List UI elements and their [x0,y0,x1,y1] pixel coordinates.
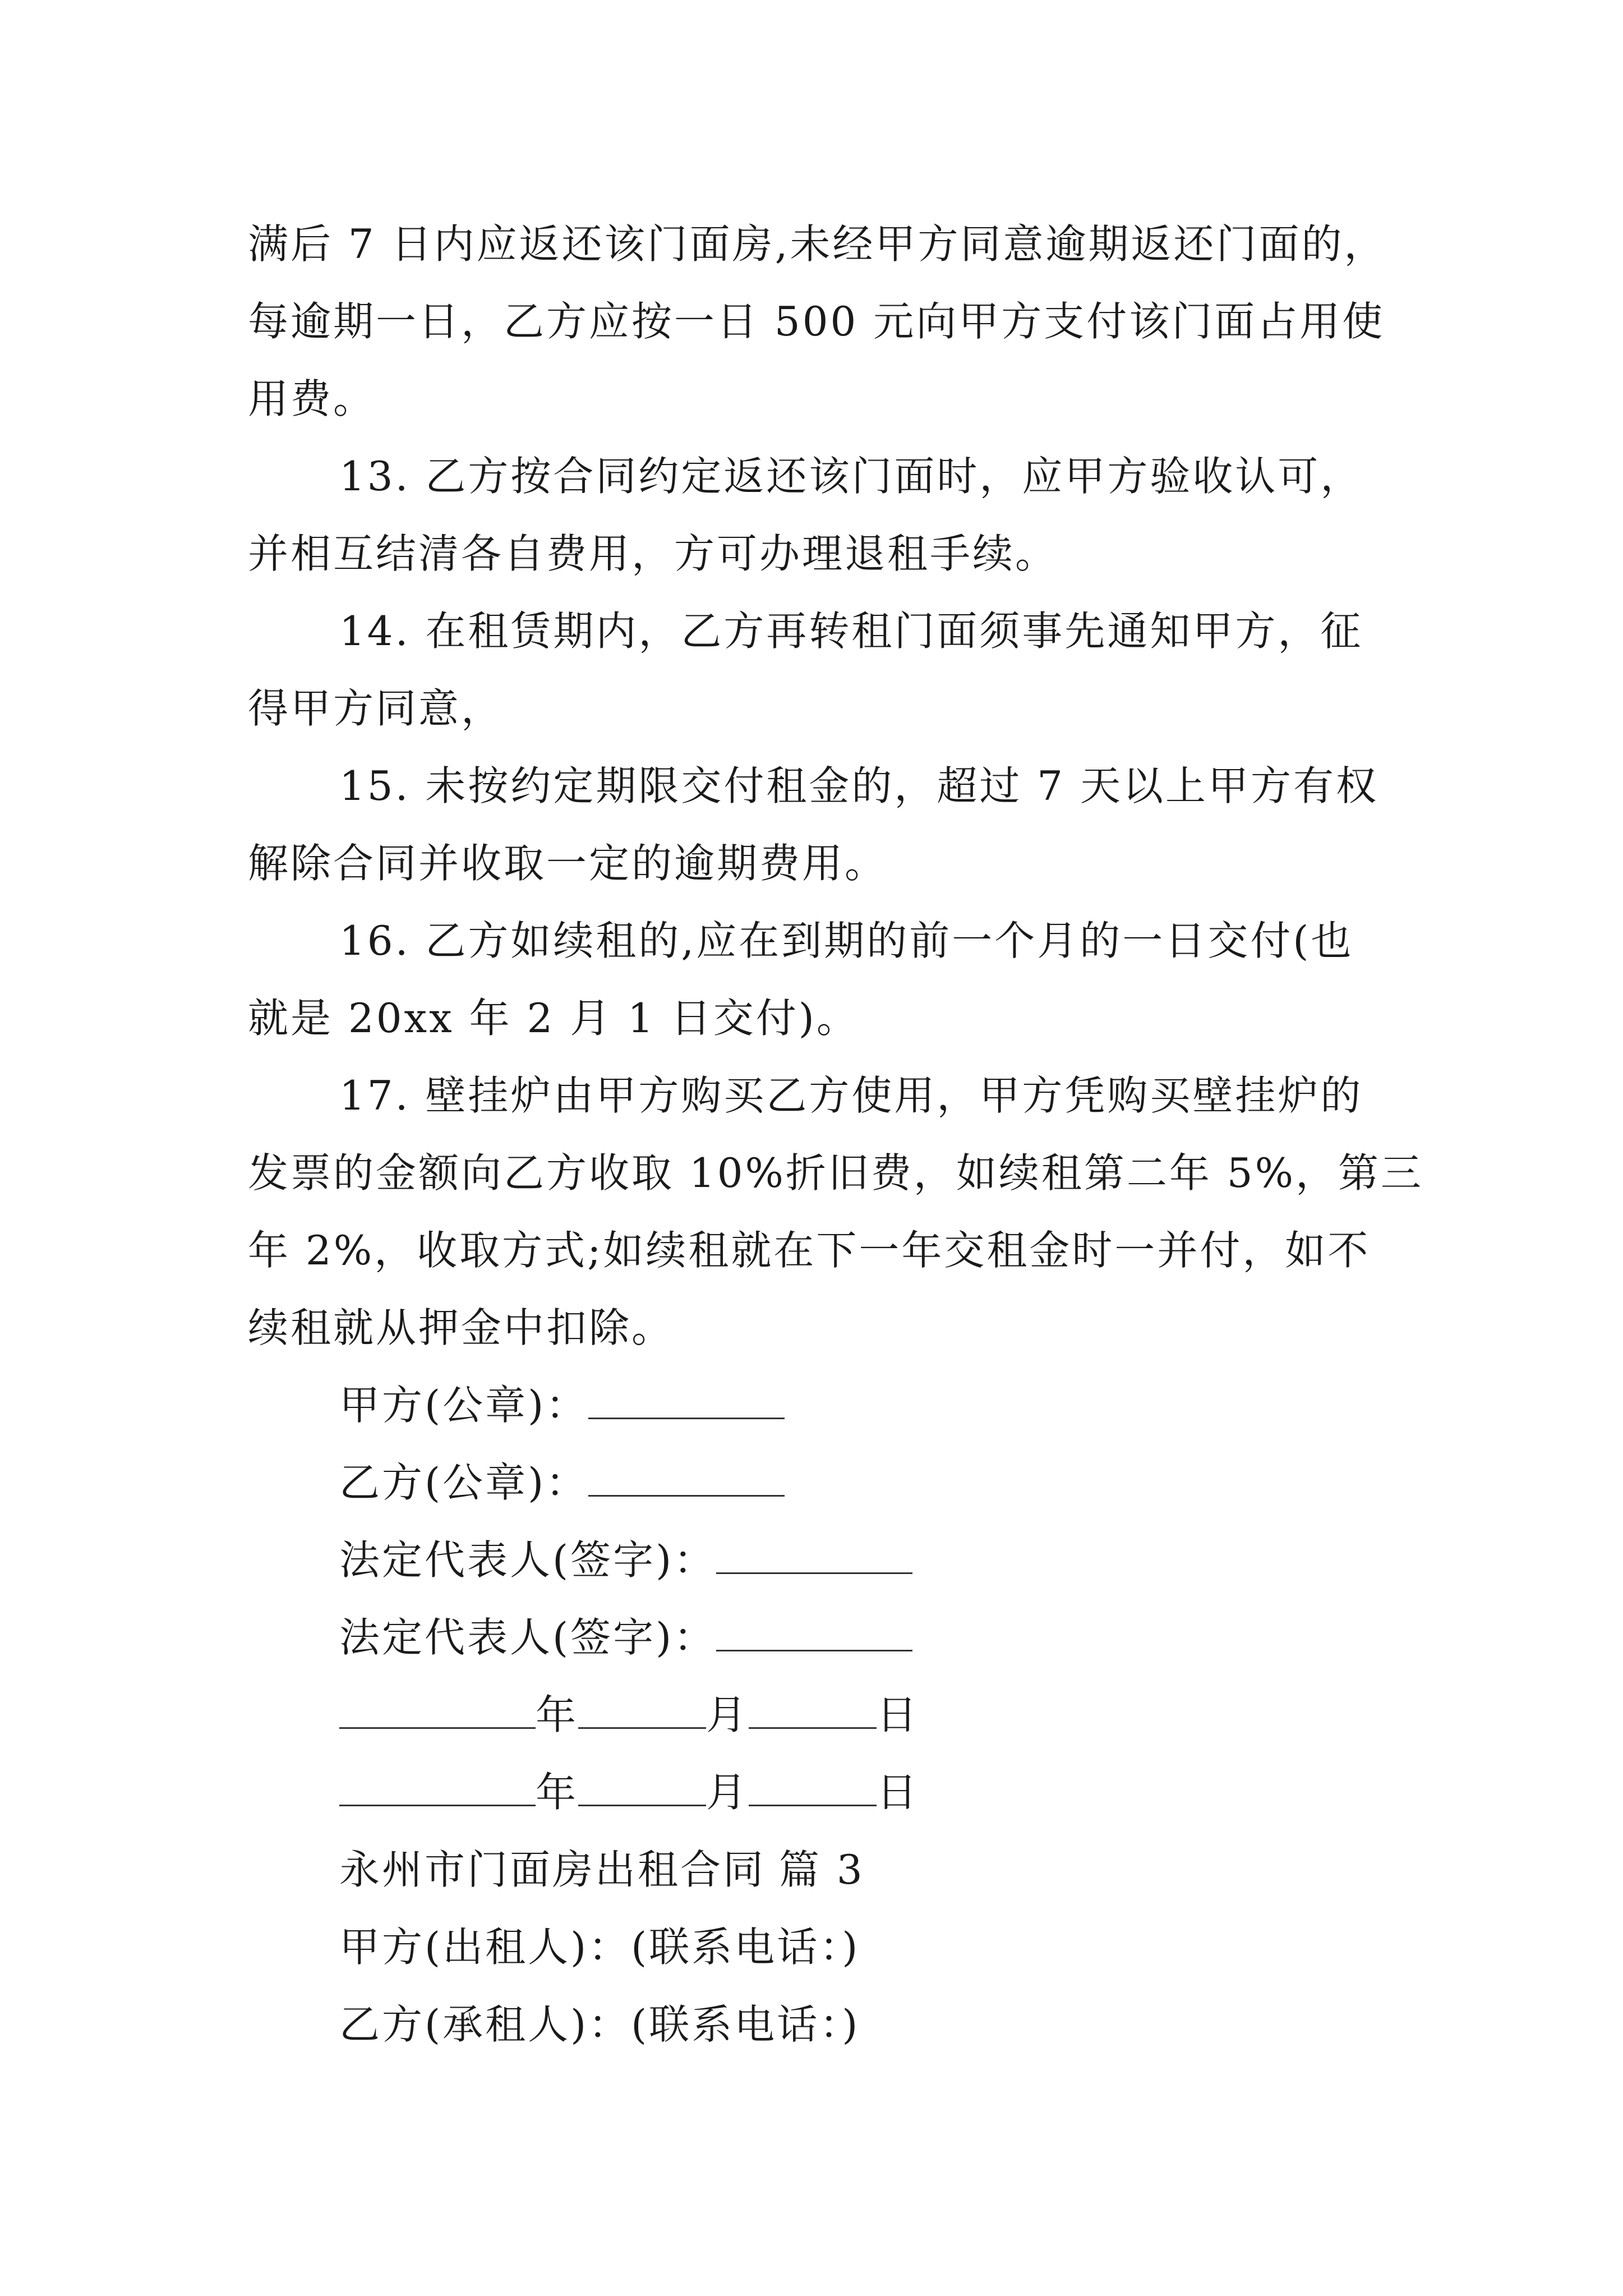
clause-12-line-3: 用费。 [248,375,376,422]
year-blank [339,1770,536,1806]
legal-rep-2-label: 法定代表人(签字)： [339,1614,717,1661]
clause-17-line-1: 17. 壁挂炉由甲方购买乙方使用，甲方凭购买壁挂炉的 [339,1072,1363,1119]
clause-17-line-3: 年 2%，收取方式;如续租就在下一年交租金时一并付，如不 [248,1227,1371,1274]
month-blank [578,1692,706,1729]
day-blank [749,1770,877,1806]
legal-rep-2-row [339,1607,912,1668]
party-b-seal-label: 乙方(公章)： [339,1459,589,1506]
clause-16-line-1: 16. 乙方如续租的,应在到期的前一个月的一日交付(也 [339,917,1354,964]
section-title-row [339,1839,865,1901]
day-blank [749,1692,877,1729]
month-blank [578,1770,706,1806]
section-part: 篇 3 [779,1846,865,1893]
lessor-line: 甲方(出租人)：(联系电话：) [339,1924,860,1971]
party-a-seal-label: 甲方(公章)： [339,1382,589,1429]
clause-17-line-4: 续租就从押金中扣除。 [248,1304,675,1351]
month-label: 月 [706,1691,749,1738]
legal-rep-1-blank [716,1538,912,1574]
month-label: 月 [706,1769,749,1816]
day-label: 日 [877,1691,920,1738]
clause-15-line-1: 15. 未按约定期限交付租金的，超过 7 天以上甲方有权 [339,762,1378,809]
clause-13-line-1: 13. 乙方按合同约定返还该门面时，应甲方验收认可， [339,453,1363,500]
clause-14-line-1: 14. 在租赁期内，乙方再转租门面须事先通知甲方，征 [339,608,1363,655]
date-row-1 [339,1684,919,1746]
lessee-line: 乙方(承租人)：(联系电话：) [339,2001,860,2048]
date-row-2 [339,1761,919,1823]
clause-12-line-2: 每逾期一日，乙方应按一日 500 元向甲方支付该门面占用使 [248,298,1385,345]
clause-13-line-2: 并相互结清各自费用，方可办理退租手续。 [248,530,1058,577]
clause-12-line-1: 满后 7 日内应返还该门面房,未经甲方同意逾期返还门面的， [248,220,1387,268]
party-a-seal-row [339,1374,785,1436]
section-title: 永州市门面房出租合同 [339,1846,766,1893]
year-blank [339,1692,536,1729]
year-label: 年 [536,1769,579,1816]
day-label: 日 [877,1769,920,1816]
clause-14-line-2: 得甲方同意， [248,685,504,732]
legal-rep-2-blank [716,1615,912,1651]
clause-16-line-2: 就是 20xx 年 2 月 1 日交付)。 [248,995,859,1042]
legal-rep-1-label: 法定代表人(签字)： [339,1536,717,1584]
legal-rep-1-row [339,1529,912,1591]
party-b-seal-blank [588,1460,785,1497]
clause-17-line-2: 发票的金额向乙方收取 10%折旧费，如续租第二年 5%，第三 [248,1149,1424,1197]
party-a-seal-blank [588,1383,785,1419]
year-label: 年 [536,1691,579,1738]
party-b-seal-row [339,1452,785,1513]
clause-15-line-2: 解除合同并收取一定的逾期费用。 [248,840,888,887]
